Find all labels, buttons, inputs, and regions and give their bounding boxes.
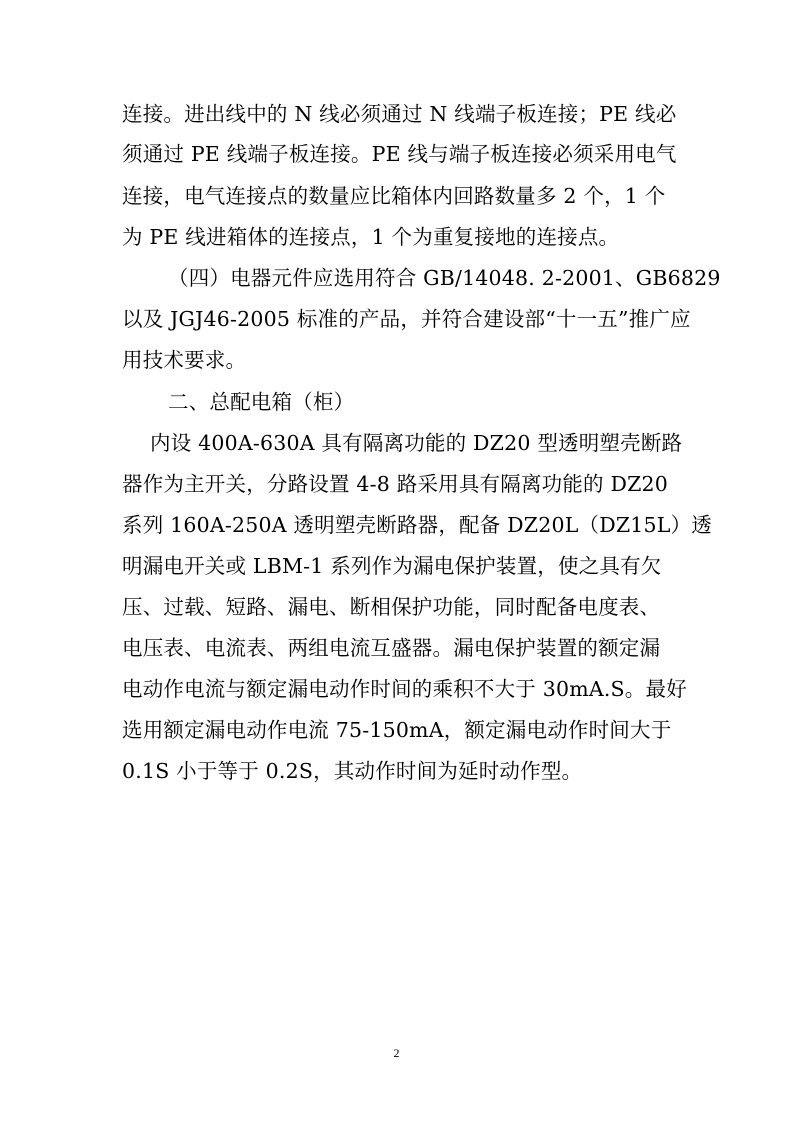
distribution-paragraph-line-5: 压、过载、短路、漏电、断相保护功能，同时配备电度表、 xyxy=(122,595,661,619)
paragraph-line-3: 连接，电气连接点的数量应比箱体内回路数量多 2 个，1 个 xyxy=(122,184,666,208)
paragraph-line-1: 连接。进出线中的 N 线必须通过 N 线端子板连接；PE 线必 xyxy=(122,102,677,126)
distribution-paragraph-line-6: 电压表、电流表、两组电流互盛器。漏电保护装置的额定漏 xyxy=(122,636,661,660)
section-heading-main-distribution-box: 二、总配电箱（柜） xyxy=(168,390,355,414)
distribution-paragraph-line-8: 选用额定漏电动作电流 75-150mA，额定漏电动作时间大于 xyxy=(122,718,672,742)
section-four-line-2: 以及 JGJ46-2005 标准的产品，并符合建设部“十一五”推广应 xyxy=(122,307,691,331)
paragraph-line-2: 须通过 PE 线端子板连接。PE 线与端子板连接必须采用电气 xyxy=(122,142,677,166)
section-four-line-3: 用技术要求。 xyxy=(122,348,247,372)
paragraph-line-4: 为 PE 线进箱体的连接点，1 个为重复接地的连接点。 xyxy=(122,225,620,249)
distribution-paragraph-line-7: 电动作电流与额定漏电动作时间的乘积不大于 30mA.S。最好 xyxy=(122,677,687,701)
distribution-paragraph-line-1: 内设 400A-630A 具有隔离功能的 DZ20 型透明塑壳断路 xyxy=(150,431,683,455)
distribution-paragraph-line-3: 系列 160A-250A 透明塑壳断路器，配备 DZ20L（DZ15L）透 xyxy=(122,513,712,537)
distribution-paragraph-line-9: 0.1S 小于等于 0.2S，其动作时间为延时动作型。 xyxy=(122,759,583,783)
distribution-paragraph-line-2: 器作为主开关，分路设置 4-8 路采用具有隔离功能的 DZ20 xyxy=(122,472,669,496)
section-four-line-1: （四）电器元件应选用符合 GB/14048. 2-2001、GB6829 xyxy=(168,266,721,290)
distribution-paragraph-line-4: 明漏电开关或 LBM-1 系列作为漏电保护装置，使之具有欠 xyxy=(122,554,662,578)
page-number: 2 xyxy=(393,1046,400,1060)
